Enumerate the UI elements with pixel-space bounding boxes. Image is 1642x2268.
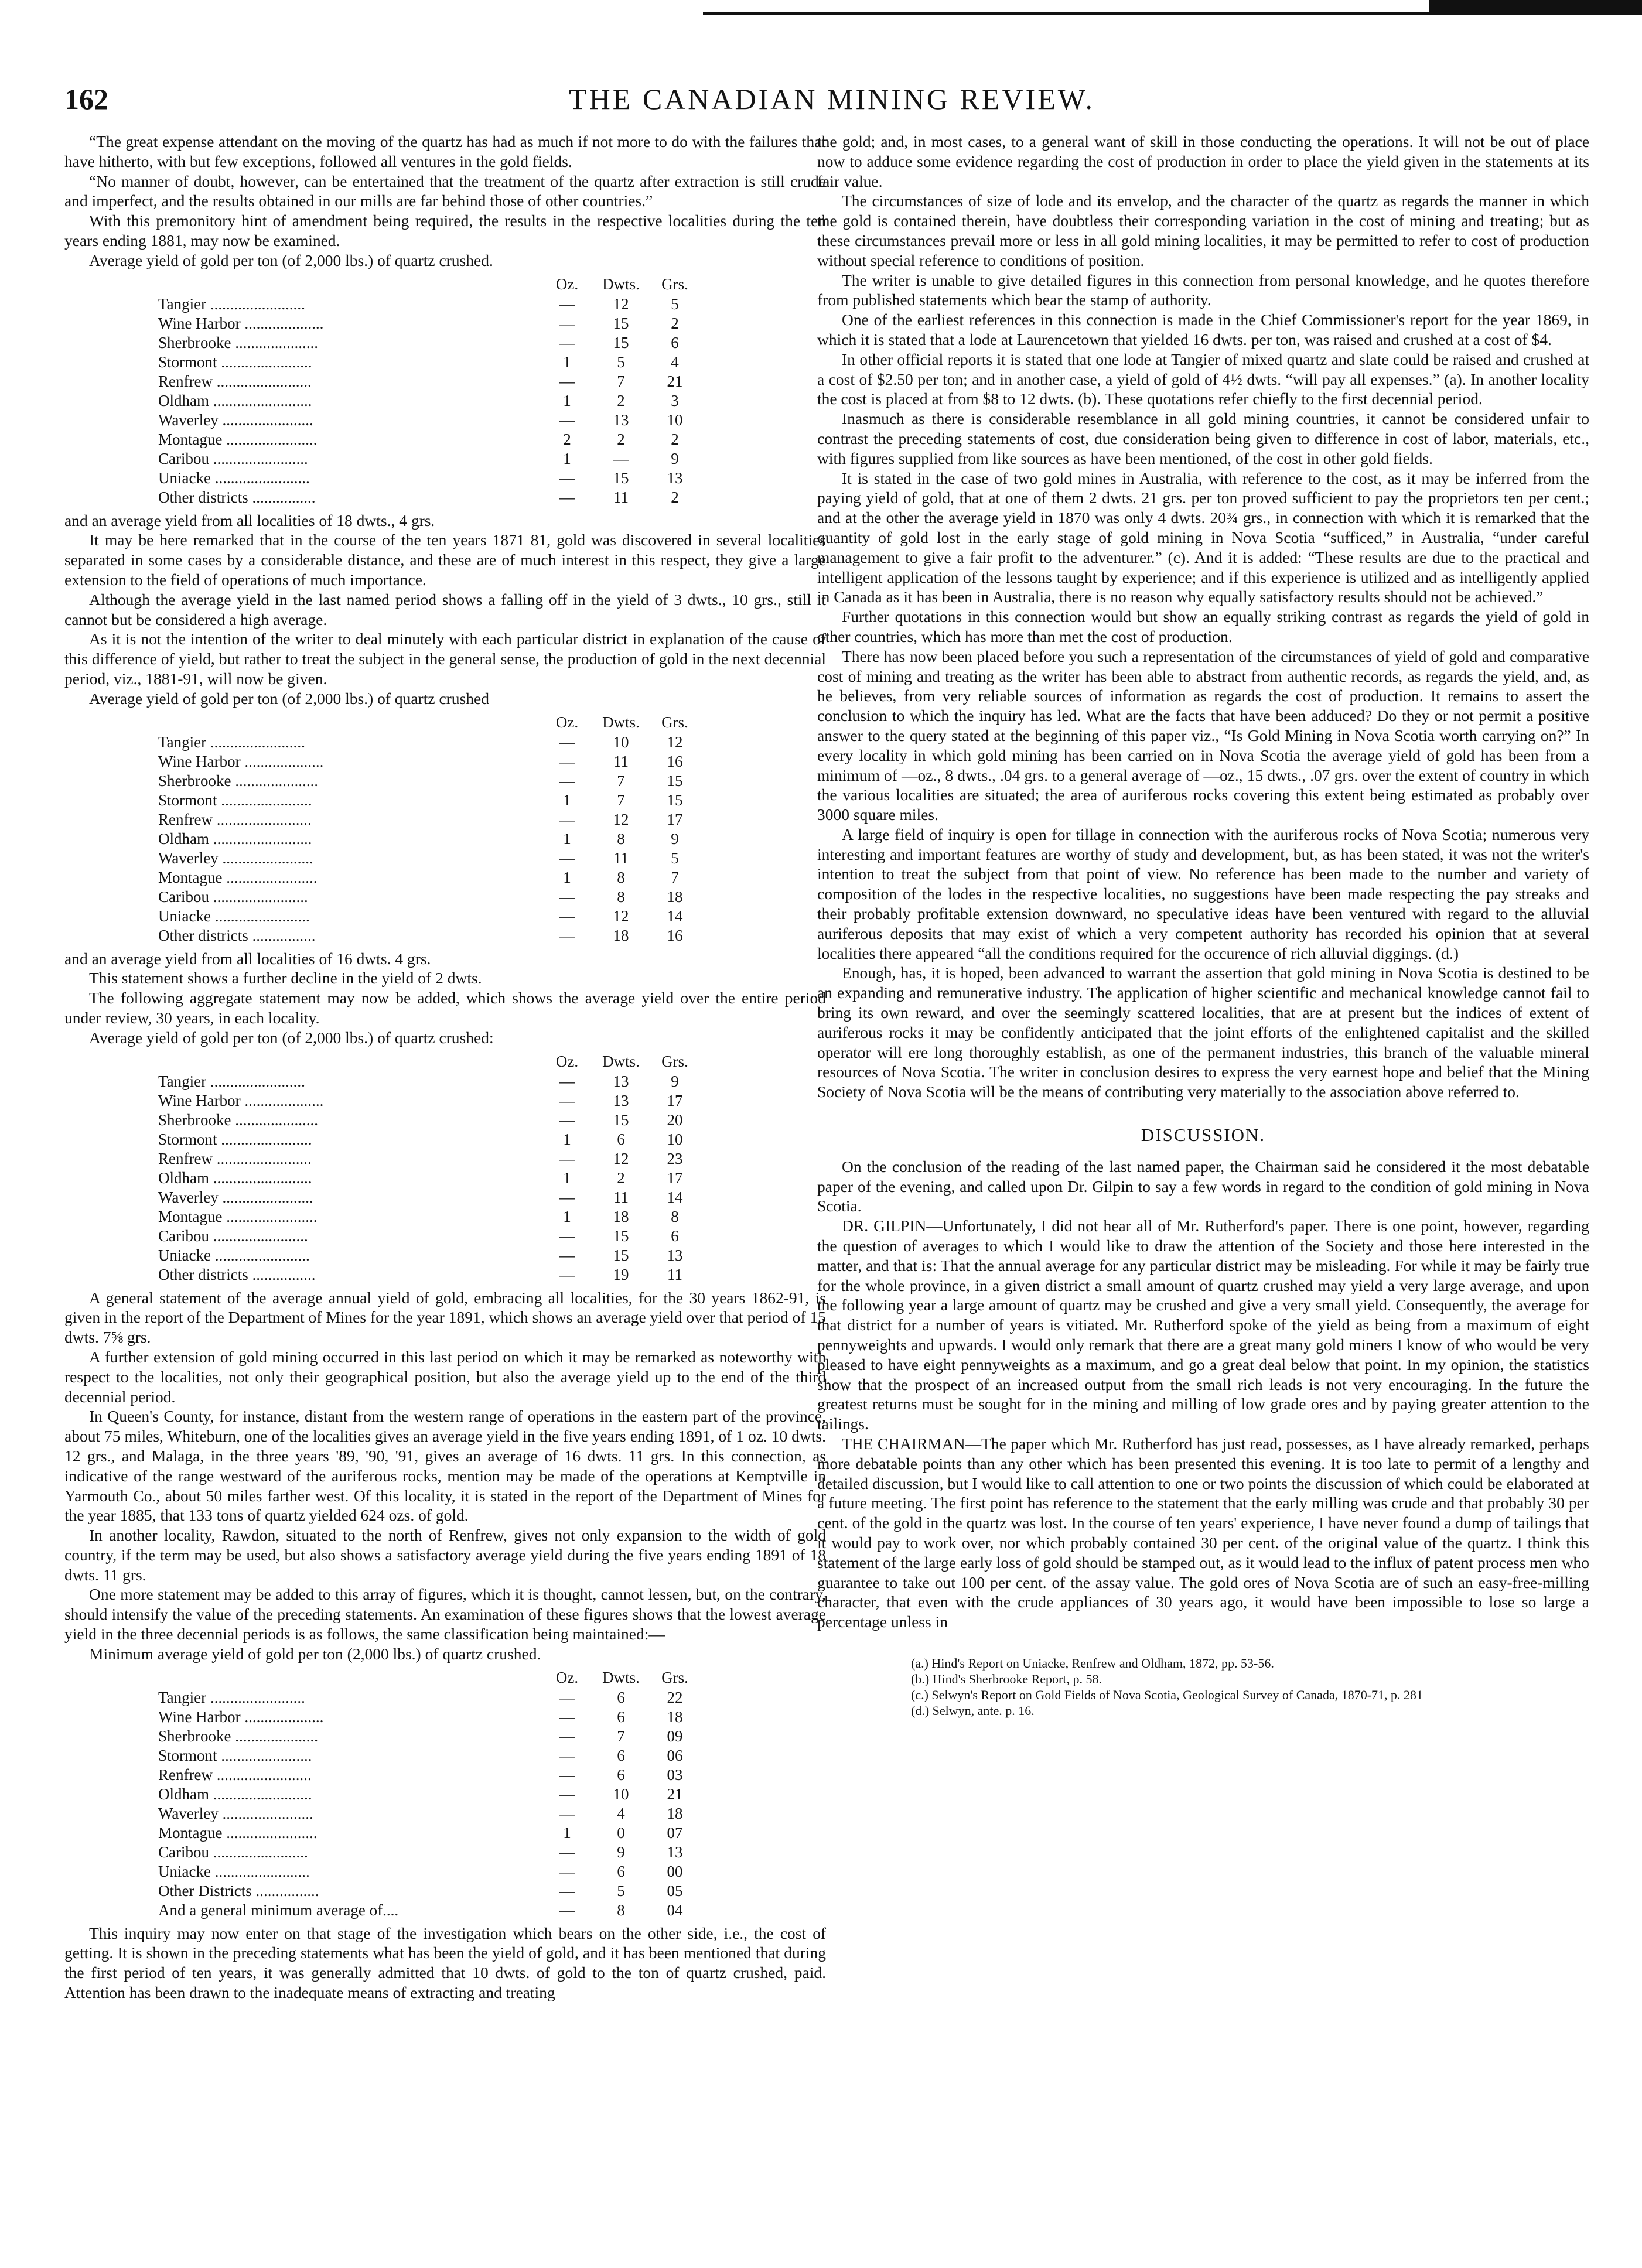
locality-cell: Stormont ....................... [158, 1746, 312, 1764]
paragraph: As it is not the intention of the writer to deal minutely with each particular district in explanation of the cause of this difference of yield, but rather to treat the subject in the general sense, the production of gold in the next decennial period, viz., 1881-91, will now be given. [64, 630, 826, 688]
dwts-cell: 6 [617, 1130, 625, 1148]
grs-cell: 2 [671, 314, 679, 332]
grs-cell: 6 [671, 333, 679, 351]
dwts-cell: 18 [613, 1207, 629, 1225]
grs-cell: 17 [667, 1091, 683, 1109]
paragraph: The writer is unable to give detailed figures in this connection from personal knowledge, and he quotes therefore from published statements which bear the stamp of authority. [817, 271, 1589, 309]
dwts-cell: 2 [617, 1169, 625, 1187]
grs-cell: 4 [671, 353, 679, 371]
oz-cell: — [559, 1265, 575, 1283]
dwts-cell: 7 [617, 791, 625, 809]
locality-cell: Tangier ........................ [158, 1688, 305, 1706]
oz-cell: 2 [563, 430, 571, 448]
paragraph: Although the average yield in the last named period shows a falling off in the yield of 3 dwts., 10 grs., still it cannot but be considered a high average. [64, 590, 826, 629]
dwts-cell: 12 [613, 810, 629, 828]
locality-cell: Wine Harbor .................... [158, 1091, 324, 1109]
grs-cell: 20 [667, 1111, 683, 1129]
table-row [158, 353, 702, 372]
grs-cell: 13 [667, 1246, 683, 1264]
locality-cell: Montague ....................... [158, 430, 318, 448]
dwts-cell: 15 [613, 1246, 629, 1264]
oz-cell: — [559, 1188, 575, 1206]
table-row [158, 1843, 702, 1862]
oz-cell: — [559, 1246, 575, 1264]
table-row [158, 868, 702, 887]
col-head-oz: Oz. [555, 1052, 579, 1070]
oz-cell: 1 [563, 391, 571, 409]
table-row [158, 1901, 702, 1920]
paragraph: The circumstances of size of lode and its envelop, and the character of the quartz as regards the manner in which the gold is contained therein, have doubtless their corresponding variation in the cost of mining and treating; but as these circumstances prevail more or less in all gold mining localities, it may be permitted to refer to cost of production without special reference to conditions of position. [817, 192, 1589, 269]
col-head-oz: Oz. [555, 1668, 579, 1686]
dwts-cell: 8 [617, 1901, 625, 1919]
oz-cell: — [559, 1804, 575, 1822]
grs-cell: 05 [667, 1881, 683, 1900]
dwts-cell: 8 [617, 868, 625, 886]
locality-cell: Montague ....................... [158, 1207, 318, 1225]
locality-cell: Waverley ....................... [158, 1188, 313, 1206]
grs-cell: 04 [667, 1901, 683, 1919]
footnote: (c.) Selwyn's Report on Gold Fields of Nova Scotia, Geological Survey of Canada, 1870-71, p. 281 [911, 1687, 1423, 1702]
oz-cell: — [559, 314, 575, 332]
grs-cell: 06 [667, 1746, 683, 1764]
table-row [158, 1823, 702, 1843]
dwts-cell: 19 [613, 1265, 629, 1283]
locality-cell: Caribou ........................ [158, 887, 308, 906]
locality-cell: Sherbrooke ..................... [158, 1111, 318, 1129]
table-row [158, 430, 702, 449]
col-head-dwts: Dwts. [602, 1052, 640, 1070]
oz-cell: — [559, 1843, 575, 1861]
oz-cell: — [559, 411, 575, 429]
oz-cell: — [559, 1785, 575, 1803]
grs-cell: 12 [667, 733, 683, 751]
locality-cell: Renfrew ........................ [158, 1149, 312, 1167]
oz-cell: 1 [563, 1823, 571, 1842]
yield-table-30-years [158, 1051, 702, 1285]
oz-cell: — [559, 333, 575, 351]
dwts-cell: 5 [617, 353, 625, 371]
locality-cell: Montague ....................... [158, 868, 318, 886]
locality-cell: Oldham ......................... [158, 829, 312, 848]
dwts-cell: 15 [613, 314, 629, 332]
dwts-cell: 7 [617, 771, 625, 790]
locality-cell: Wine Harbor .................... [158, 1707, 324, 1726]
table-row [158, 1862, 702, 1881]
grs-cell: 9 [671, 449, 679, 467]
dwts-cell: 18 [613, 926, 629, 944]
dwts-cell: 9 [617, 1843, 625, 1861]
locality-cell: Sherbrooke ..................... [158, 333, 318, 351]
paragraph: This statement shows a further decline in the yield of 2 dwts. [89, 969, 482, 988]
table-row [158, 1130, 702, 1149]
yield-table-1881 [158, 712, 702, 945]
locality-cell: Wine Harbor .................... [158, 752, 324, 770]
table-row [158, 887, 702, 907]
oz-cell: 1 [563, 791, 571, 809]
grs-cell: 21 [667, 372, 683, 390]
oz-cell: — [559, 295, 575, 313]
locality-cell: Uniacke ........................ [158, 469, 310, 487]
locality-cell: Stormont ....................... [158, 1130, 312, 1148]
table-row [158, 1804, 702, 1823]
grs-cell: 15 [667, 791, 683, 809]
grs-cell: 23 [667, 1149, 683, 1167]
oz-cell: — [559, 849, 575, 867]
locality-cell: Other districts ................ [158, 488, 316, 506]
table-row [158, 752, 702, 771]
oz-cell: 1 [563, 1207, 571, 1225]
dwts-cell: 11 [613, 849, 629, 867]
minimum-yield-table [158, 1668, 702, 1920]
dwts-cell: 6 [617, 1688, 625, 1706]
table-row [158, 810, 702, 829]
oz-cell: — [559, 1765, 575, 1784]
oz-cell: — [559, 1111, 575, 1129]
col-head-grs: Grs. [661, 1052, 688, 1070]
grs-cell: 8 [671, 1207, 679, 1225]
paragraph: It is stated in the case of two gold mines in Australia, with reference to the cost, as it may be inferred from the paying yield of gold, that at one of them 2 dwts. 21 grs. per ton proved sufficient to pay the proprietors ten per cent.; and at the other the average yield in 1870 was only 4 dwts. 20¾ grs., in connection with which it is remarked that the quantity of gold lost in the early stage of gold mining in Nova Scotia “sufficed,” in Australia, “under careful management to give a fair profit to the adventurer.” (c). And it is added: “These results are due to the practical and intelligent application of the lessons taught by experience; and if this experience is utilized and as intelligently applied in Canada as it has been in Australia, there is no reason why equally satisfactory results should not be achieved.” [817, 469, 1589, 606]
table-body [158, 1072, 702, 1285]
locality-cell: Oldham ......................... [158, 391, 312, 409]
oz-cell: 1 [563, 868, 571, 886]
grs-cell: 6 [671, 1227, 679, 1245]
table-row [158, 1785, 702, 1804]
dwts-cell: 15 [613, 469, 629, 487]
locality-cell: Renfrew ........................ [158, 372, 312, 390]
dwts-cell: 6 [617, 1862, 625, 1880]
table-row [158, 1727, 702, 1746]
locality-cell: Tangier ........................ [158, 1072, 305, 1090]
grs-cell: 13 [667, 469, 683, 487]
table-row [158, 1246, 702, 1265]
oz-cell: — [559, 372, 575, 390]
grs-cell: 09 [667, 1727, 683, 1745]
dwts-cell: 10 [613, 733, 629, 751]
oz-cell: — [559, 1707, 575, 1726]
col-head-grs: Grs. [661, 275, 688, 293]
dwts-cell: 15 [613, 333, 629, 351]
page-number: 162 [64, 83, 108, 115]
paragraph: Enough, has, it is hoped, been advanced to warrant the assertion that gold mining in Nova Scotia is destined to be an expanding and remunerative industry. The application of higher scientific and mechanical knowledge cannot fail to bring its own reward, and over the seemingly scattered localities, that are at present but the indices of extent of auriferous rocks it may be confidently anticipated that the joint efforts of the enlightened capitalist and the skilled operator will ere long thoroughly establish, as one of the permanent industries, this branch of the valuable mineral resources of Nova Scotia. The writer in conclusion desires to express the very earnest hope and belief that the Mining Society of Nova Scotia will be the means of contributing very materially to the association above referred to. [817, 964, 1589, 1101]
paragraph: In Queen's County, for instance, distant from the western range of operations in the eastern part of the province, about 75 miles, Whiteburn, one of the localities gives an average yield in the five years ending 1891, of 1 oz. 10 dwts. 12 grs., and Malaga, in the three years '89, '90, '91, gives an average of 16 dwts. 11 grs. In this connection, as indicative of the range westward of the auriferous rocks, mention may be made of the operations at Kemptville in Yarmouth Co., about 50 miles farther west. Of this locality, it is stated in the report of the Department of Mines for the year 1885, that 133 tons of quartz yielded 624 ozs. of gold. [64, 1407, 826, 1525]
grs-cell: 5 [671, 849, 679, 867]
dwts-cell: 10 [613, 1785, 629, 1803]
locality-cell: Other districts ................ [158, 926, 316, 944]
table-row [158, 1072, 702, 1091]
paragraph: In another locality, Rawdon, situated to the north of Renfrew, gives not only expansion to the width of gold country, if the term may be used, but also shows a satisfactory average yield during the five years ending 1891 of 18 dwts. 11 grs. [64, 1526, 826, 1584]
table-summary: and an average yield from all localities of 16 dwts. 4 grs. [64, 949, 431, 968]
locality-cell: Uniacke ........................ [158, 1246, 310, 1264]
col-head-dwts: Dwts. [602, 275, 640, 293]
dwts-cell: 11 [613, 488, 629, 506]
grs-cell: 9 [671, 1072, 679, 1090]
grs-cell: 10 [667, 411, 683, 429]
locality-cell: Oldham ......................... [158, 1785, 312, 1803]
dwts-cell: 12 [613, 907, 629, 925]
locality-cell: Oldham ......................... [158, 1169, 312, 1187]
paragraph: “The great expense attendant on the moving of the quartz has had as much if not more to do with the failures that have hitherto, with but few exceptions, followed all ventures in the gold fields. [64, 132, 826, 170]
oz-cell: — [559, 907, 575, 925]
oz-cell: — [559, 1091, 575, 1109]
grs-cell: 22 [667, 1688, 683, 1706]
table-row [158, 907, 702, 926]
dwts-cell: 15 [613, 1227, 629, 1245]
table-row [158, 1188, 702, 1207]
grs-cell: 07 [667, 1823, 683, 1842]
grs-cell: 7 [671, 868, 679, 886]
locality-cell: Other districts ................ [158, 1265, 316, 1283]
table-row [158, 1265, 702, 1285]
locality-cell: Caribou ........................ [158, 1227, 308, 1245]
dwts-cell: 7 [617, 1727, 625, 1745]
col-head-dwts: Dwts. [602, 1668, 640, 1686]
grs-cell: 14 [667, 907, 683, 925]
paragraph: The following aggregate statement may now be added, which shows the average yield over the entire period under review, 30 years, in each locality. [64, 989, 826, 1027]
top-rule-heavy [1429, 0, 1642, 14]
grs-cell: 16 [667, 752, 683, 770]
dwts-cell: 7 [617, 372, 625, 390]
table-row [158, 1207, 702, 1227]
oz-cell: — [559, 1688, 575, 1706]
paragraph: One of the earliest references in this connection is made in the Chief Commissioner's report for the year 1869, in which it is stated that a lode at Laurencetown that yielded 16 dwts. per ton, was raised and crushed at a cost of $4. [817, 310, 1589, 349]
paragraph: A large field of inquiry is open for tillage in connection with the auriferous rocks of Nova Scotia; numerous very interesting and important features are worthy of study and development, but, as has been stated, it was not the writer's intention to treat the subject from that point of view. No reference has been made to the number and variety of composition of the lodes in the respective localities, no suggestions have been made respecting the pay streaks and their probably profitable extension downward, no speculative ideas have been ventured with regard to the alluvial auriferous deposits that may exist of which a very competent authority has recorded his opinion that at several localities there appeared “all the conditions required for the occurence of rich alluvial diggings. (d.) [817, 825, 1589, 962]
grs-cell: 3 [671, 391, 679, 409]
dwts-cell: 6 [617, 1746, 625, 1764]
locality-cell: Renfrew ........................ [158, 1765, 312, 1784]
oz-cell: — [559, 1901, 575, 1919]
dwts-cell: 6 [617, 1765, 625, 1784]
grs-cell: 13 [667, 1843, 683, 1861]
col-head-oz: Oz. [555, 713, 579, 731]
table-row [158, 926, 702, 945]
oz-cell: 1 [563, 449, 571, 467]
table-row [158, 849, 702, 868]
oz-cell: — [559, 1227, 575, 1245]
paragraph: A further extension of gold mining occurred in this last period on which it may be remarked as noteworthy with respect to the localities, not only their geographical position, but also the average yield up to the end of the third decennial period. [64, 1347, 826, 1406]
oz-cell: — [559, 926, 575, 944]
paragraph: “No manner of doubt, however, can be entertained that the treatment of the quartz after extraction is still crude and imperfect, and the results obtained in our mills are far behind those of other countries.” [64, 172, 826, 210]
table-caption: Average yield of gold per ton (of 2,000 lbs.) of quartz crushed [89, 689, 489, 708]
right-column [817, 132, 1589, 1719]
grs-cell: 11 [667, 1265, 682, 1283]
paragraph: With this premonitory hint of amendment being required, the results in the respective localities during the ten years ending 1881, may now be examined. [64, 211, 826, 250]
oz-cell: — [559, 1746, 575, 1764]
oz-cell: 1 [563, 829, 571, 848]
running-title: THE CANADIAN MINING REVIEW. [569, 83, 1095, 115]
dwts-cell: — [613, 449, 629, 467]
col-head-oz: Oz. [555, 275, 579, 293]
grs-cell: 03 [667, 1765, 683, 1784]
left-column [64, 132, 826, 2003]
paragraph: On the conclusion of the reading of the last named paper, the Chairman said he considered it the most debatable paper of the evening, and called upon Dr. Gilpin to say a few words in regard to the condition of gold mining in Nova Scotia. [817, 1157, 1589, 1215]
table-body [158, 733, 702, 945]
oz-cell: — [559, 771, 575, 790]
paragraph: DR. GILPIN—Unfortunately, I did not hear all of Mr. Rutherford's paper. There is one point, however, regarding the question of averages to which I would like to draw the attention of the Society and those here interested in the matter, and that is: That the annual average for any particular district may be misleading. For while it may be fairly true for the whole province, in a given district a small amount of quartz crushed may yield a very large average, and upon the following year a large amount of quartz may be crushed and give a very small yield. Consequently, the average for that district for a number of years is vitiated. Mr. Rutherford spoke of the yield as being from a maximum of eight pennyweights and upwards. I would only remark that there are a great many gold miners I know of who would be very pleased to have eight pennyweights as a maximum, and go a great deal below that point. In my opinion, the statistics show that the prospect of an increased output from the small rich leads is not very encouraging. In the future the greatest returns must be sought for in the mining and milling of low grade ores and by paying greater attention to the tailings. [817, 1217, 1589, 1433]
grs-cell: 18 [667, 1707, 683, 1726]
grs-cell: 17 [667, 1169, 683, 1187]
paragraph: This inquiry may now enter on that stage of the investigation which bears on the other side, i.e., the cost of getting. It is shown in the preceding statements what has been the yield of gold, and it has been mentioned that during the first period of ten years, it was generally admitted that 10 dwts. of gold to the ton of quartz crushed, paid. Attention has been drawn to the inadequate means of extracting and treating [64, 1924, 826, 2002]
footnote: (d.) Selwyn, ante. p. 16. [911, 1703, 1035, 1718]
dwts-cell: 4 [617, 1804, 625, 1822]
locality-cell: Other Districts ................ [158, 1881, 319, 1900]
table-body [158, 295, 702, 507]
locality-cell: Renfrew ........................ [158, 810, 312, 828]
table-row [158, 829, 702, 849]
grs-cell: 16 [667, 926, 683, 944]
footnote: (a.) Hind's Report on Uniacke, Renfrew and Oldham, 1872, pp. 53-56. [911, 1655, 1274, 1671]
table-row [158, 1169, 702, 1188]
table-caption: Average yield of gold per ton (of 2,000 lbs.) of quartz crushed: [89, 1028, 494, 1047]
footnote: (b.) Hind's Sherbrooke Report, p. 58. [911, 1671, 1102, 1686]
table-row [158, 791, 702, 810]
table-row [158, 295, 702, 314]
grs-cell: 5 [671, 295, 679, 313]
dwts-cell: 2 [617, 430, 625, 448]
oz-cell: — [559, 752, 575, 770]
page-header [64, 82, 1599, 123]
locality-cell: Wine Harbor .................... [158, 314, 324, 332]
grs-cell: 18 [667, 1804, 683, 1822]
oz-cell: — [559, 1727, 575, 1745]
oz-cell: — [559, 1862, 575, 1880]
dwts-cell: 11 [613, 1188, 629, 1206]
oz-cell: — [559, 733, 575, 751]
table-row [158, 333, 702, 353]
table-row [158, 1707, 702, 1727]
paragraph: It may be here remarked that in the course of the ten years 1871 81, gold was discovered in several localities separated in some cases by a considerable distance, and these are of much interest in this respect, they give a large extension to the field of operations of much importance. [64, 531, 826, 589]
oz-cell: 1 [563, 1169, 571, 1187]
table-row [158, 1149, 702, 1169]
table-row [158, 449, 702, 469]
grs-cell: 21 [667, 1785, 683, 1803]
grs-cell: 14 [667, 1188, 683, 1206]
table-row [158, 771, 702, 791]
grs-cell: 10 [667, 1130, 683, 1148]
table-row [158, 1765, 702, 1785]
table-row [158, 314, 702, 333]
table-row [158, 411, 702, 430]
locality-cell: Caribou ........................ [158, 449, 308, 467]
oz-cell: — [559, 810, 575, 828]
locality-cell: Caribou ........................ [158, 1843, 308, 1861]
paragraph: the gold; and, in most cases, to a general want of skill in those conducting the operations. It will not be out of place now to adduce some evidence regarding the cost of production in order to place the yield given in the statements at its fair value. [817, 132, 1589, 190]
table-caption: Average yield of gold per ton (of 2,000 lbs.) of quartz crushed. [89, 251, 493, 269]
dwts-cell: 8 [617, 829, 625, 848]
paragraph: Further quotations in this connection would but show an equally striking contrast as regards the yield of gold in other countries, which has more than met the cost of production. [817, 607, 1589, 645]
section-heading: DISCUSSION. [1141, 1125, 1266, 1146]
dwts-cell: 11 [613, 752, 629, 770]
oz-cell: — [559, 1072, 575, 1090]
grs-cell: 2 [671, 430, 679, 448]
table-row [158, 391, 702, 411]
dwts-cell: 6 [617, 1707, 625, 1726]
oz-cell: — [559, 469, 575, 487]
locality-cell: Waverley ....................... [158, 411, 313, 429]
locality-cell: Sherbrooke ..................... [158, 1727, 318, 1745]
grs-cell: 00 [667, 1862, 683, 1880]
oz-cell: — [559, 887, 575, 906]
grs-cell: 2 [671, 488, 679, 506]
paragraph: There has now been placed before you such a representation of the circumstances of yield of gold and comparative cost of mining and treating as the writer has been able to abstract from authentic records, as regards the yield, and, as he believes, from very reliable sources of information as regards the cost of production. It remains to assert the conclusion to which the inquiry has led. What are the facts that have been adduced? Do they or not permit a positive answer to the query stated at the beginning of this paper viz., “Is Gold Mining in Nova Scotia worth carrying on?” In every locality in which gold mining has been carried on in Nova Scotia the average yield of gold has been from a minimum of —oz., 8 dwts., .04 grs. to a general average of —oz., 15 dwts., .07 grs. over the extent of country in which the various localities are situated; the area of auriferous rocks covering this extent being estimated as probably over 3000 square miles. [817, 647, 1589, 824]
dwts-cell: 2 [617, 391, 625, 409]
locality-cell: And a general minimum average of.... [158, 1901, 399, 1919]
table-row [158, 733, 702, 752]
table-row [158, 469, 702, 488]
yield-table-1871 [158, 274, 702, 507]
paragraph: THE CHAIRMAN—The paper which Mr. Rutherford has just read, possesses, as I have already remarked, perhaps more debatable points than any other which has been presented this evening. It is too late to permit of a lengthy and detailed discussion, but I would like to call attention to one or two points the discussion of which could be elaborated at a future meeting. The first point has reference to the statement that the early milling was crude and that probably 30 per cent. of the gold in the quartz was lost. In the course of ten years' experience, I have never found a dump of tailings that it would pay to work over, nor which probably contained 30 per cent. of the original value of the quartz. I think this statement of the large early loss of gold should be stamped out, as it would lead to the influx of patent process men who guarantee to take out 100 per cent. of the assay value. The gold ores of Nova Scotia are of such an easy-free-milling character, that even with the crude appliances of 30 years ago, it would have been impossible to lose so large a percentage unless in [817, 1434, 1589, 1631]
locality-cell: Tangier ........................ [158, 295, 305, 313]
table-row [158, 1881, 702, 1901]
dwts-cell: 12 [613, 1149, 629, 1167]
table-summary: and an average yield from all localities of 18 dwts., 4 grs. [64, 511, 435, 530]
paragraph: A general statement of the average annual yield of gold, embracing all localities, for the 30 years 1862-91, is given in the report of the Department of Mines for the year 1891, which shows an average yield over that period of 15 dwts. 7⅝ grs. [64, 1288, 826, 1347]
locality-cell: Montague ....................... [158, 1823, 318, 1842]
table-row [158, 1091, 702, 1111]
oz-cell: 1 [563, 353, 571, 371]
locality-cell: Tangier ........................ [158, 733, 305, 751]
oz-cell: — [559, 1881, 575, 1900]
table-row [158, 1227, 702, 1246]
locality-cell: Waverley ....................... [158, 1804, 313, 1822]
paragraph: Inasmuch as there is considerable resemblance in all gold mining countries, it cannot be considered unfair to contrast the preceding statements of cost, due consideration being given to difference in cost of labor, materials, etc., with figures supplied from like sources as have been mentioned, of the cost in other gold fields. [817, 409, 1589, 467]
col-head-grs: Grs. [661, 713, 688, 731]
paragraph: One more statement may be added to this array of figures, which it is thought, cannot lessen, but, on the contrary, should intensify the value of the preceding statements. An examination of these figures shows that the lowest average yield in the three decennial periods is as follows, the same classification being maintained:— [64, 1585, 826, 1644]
table-row [158, 372, 702, 391]
dwts-cell: 0 [617, 1823, 625, 1842]
table-row [158, 1746, 702, 1765]
oz-cell: 1 [563, 1130, 571, 1148]
locality-cell: Sherbrooke ..................... [158, 771, 318, 790]
locality-cell: Uniacke ........................ [158, 1862, 310, 1880]
table-caption: Minimum average yield of gold per ton (2,000 lbs.) of quartz crushed. [89, 1644, 541, 1663]
locality-cell: Stormont ....................... [158, 353, 312, 371]
col-head-grs: Grs. [661, 1668, 688, 1686]
dwts-cell: 13 [613, 411, 629, 429]
table-row [158, 1688, 702, 1707]
grs-cell: 9 [671, 829, 679, 848]
dwts-cell: 12 [613, 295, 629, 313]
grs-cell: 15 [667, 771, 683, 790]
dwts-cell: 13 [613, 1091, 629, 1109]
paragraph: In other official reports it is stated that one lode at Tangier of mixed quartz and slate could be raised and crushed at a cost of $2.50 per ton; and in another case, a yield of gold of 4½ dwts. “will pay all expenses.” (a). In another locality the cost is placed at from $8 to 12 dwts. (b). These quotations refer chiefly to the first decennial period. [817, 350, 1589, 408]
locality-cell: Stormont ....................... [158, 791, 312, 809]
dwts-cell: 8 [617, 887, 625, 906]
grs-cell: 18 [667, 887, 683, 906]
locality-cell: Uniacke ........................ [158, 907, 310, 925]
table-row [158, 1111, 702, 1130]
dwts-cell: 5 [617, 1881, 625, 1900]
oz-cell: — [559, 488, 575, 506]
dwts-cell: 15 [613, 1111, 629, 1129]
footnotes [817, 1655, 1589, 1719]
locality-cell: Waverley ....................... [158, 849, 313, 867]
grs-cell: 17 [667, 810, 683, 828]
table-body [158, 1688, 702, 1920]
dwts-cell: 13 [613, 1072, 629, 1090]
oz-cell: — [559, 1149, 575, 1167]
col-head-dwts: Dwts. [602, 713, 640, 731]
table-row [158, 488, 702, 507]
